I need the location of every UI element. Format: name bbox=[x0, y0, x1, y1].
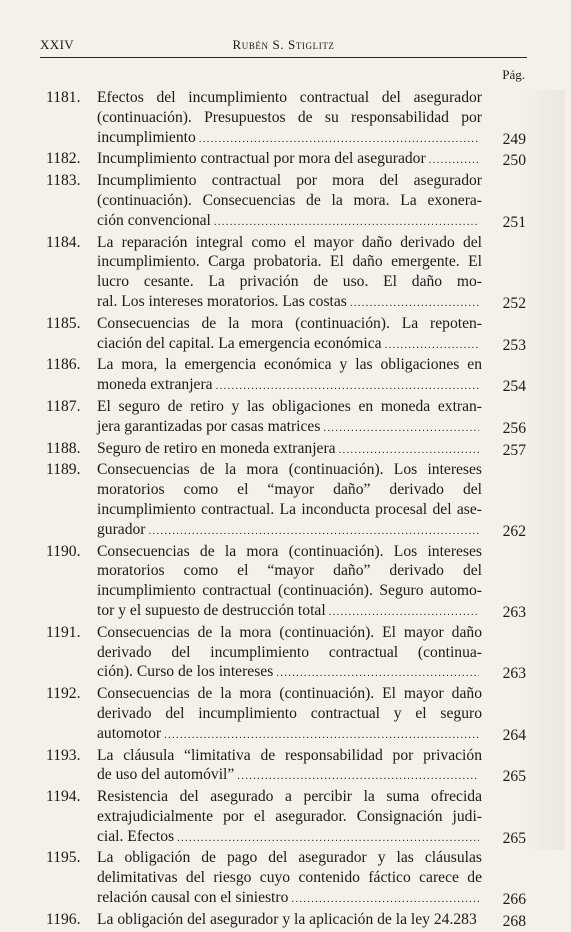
entry-text-end: La obligación del asegurador y la aplicación de la ley 24.283 bbox=[97, 910, 477, 928]
entry-page-number: 257 bbox=[502, 441, 526, 459]
entry-number: 1188. bbox=[46, 439, 81, 457]
entry-last-line bbox=[97, 601, 482, 623]
entry-text-end: ral. Los intereses moratorios. Las costas bbox=[97, 292, 347, 310]
entry-last-line bbox=[97, 439, 482, 461]
entry-page-number: 254 bbox=[502, 378, 526, 396]
entry-text: La mora, la emergencia económica y las obligaciones en bbox=[97, 356, 482, 374]
entry-number: 1194. bbox=[46, 788, 81, 806]
dot-leader bbox=[177, 829, 479, 849]
dot-leader bbox=[291, 890, 479, 910]
entry-page-number: 263 bbox=[502, 665, 526, 683]
entry-page-number: 265 bbox=[502, 829, 526, 847]
toc-entry bbox=[46, 439, 526, 461]
entry-number: 1182. bbox=[46, 150, 81, 168]
entry-last-line bbox=[97, 888, 482, 910]
dot-leader bbox=[164, 726, 479, 746]
entry-text-end: Seguro de retiro en moneda extranjera bbox=[97, 439, 336, 457]
entry-text: Efectos del incumplimiento contractual del asegurador (continuación). Presupuestos de su responsabilidad por bbox=[97, 89, 482, 126]
toc-entry bbox=[46, 314, 526, 356]
entry-last-line bbox=[97, 211, 482, 233]
toc-entry bbox=[46, 542, 526, 623]
page-column-label: Pág. bbox=[502, 67, 525, 82]
toc-entry bbox=[46, 910, 526, 932]
entry-number: 1190. bbox=[46, 542, 81, 560]
entry-last-line bbox=[97, 128, 482, 150]
dot-leader bbox=[237, 767, 479, 787]
entry-text-end: automotor bbox=[97, 724, 162, 742]
entry-text: Consecuencias de la mora (continuación). La repoten- bbox=[97, 314, 482, 332]
entry-text: La reparación integral como el mayor daño derivado del incumplimiento. Carga probatoria. El daño emergente. El lucro cesante. La privación de uso. El daño mo- bbox=[97, 233, 482, 291]
dot-leader bbox=[216, 377, 479, 397]
entry-number: 1196. bbox=[46, 910, 81, 928]
entry-last-line bbox=[97, 334, 482, 356]
entry-text: Consecuencias de la mora (continuación). Los intereses moratorios como el “mayor daño” derivado del incumplimiento contractual. La inconducta procesal del ase- bbox=[97, 461, 482, 518]
entry-number: 1195. bbox=[46, 849, 81, 867]
entry-page-number: 253 bbox=[502, 336, 526, 354]
entry-page-number: 264 bbox=[502, 726, 526, 744]
dot-leader bbox=[329, 603, 479, 623]
entry-text: Resistencia del asegurado a percibir la suma ofrecida extrajudicialmente por el asegurador. Consignación judi- bbox=[97, 788, 482, 825]
entry-text-end: jera garantizadas por casas matrices bbox=[97, 417, 321, 435]
entry-text: Consecuencias de la mora (continuación). El mayor daño derivado del incumplimiento contractual y el seguro bbox=[97, 685, 482, 722]
entry-last-line bbox=[97, 149, 482, 171]
entry-last-line bbox=[97, 520, 482, 542]
entry-last-line bbox=[97, 765, 482, 787]
entry-last-line bbox=[97, 292, 482, 314]
dot-leader bbox=[385, 336, 479, 356]
toc-entry bbox=[46, 684, 526, 745]
page-number: XXIV bbox=[40, 37, 75, 52]
toc-entry bbox=[46, 149, 526, 171]
entry-text-end: gurador bbox=[97, 520, 146, 538]
entry-page-number: 250 bbox=[502, 152, 526, 170]
entry-text-end: cial. Efectos bbox=[97, 827, 175, 845]
toc-entry bbox=[46, 171, 526, 232]
entry-number: 1187. bbox=[46, 397, 81, 415]
dot-leader bbox=[339, 441, 479, 461]
entry-page-number: 249 bbox=[502, 130, 526, 148]
dot-leader bbox=[199, 130, 479, 150]
entry-text-end: de uso del automóvil” bbox=[97, 766, 235, 784]
entry-last-line bbox=[97, 724, 482, 746]
entry-number: 1191. bbox=[46, 623, 81, 641]
dot-leader bbox=[323, 419, 479, 439]
entry-last-line bbox=[97, 417, 482, 439]
entry-text-end: ción convencional bbox=[97, 211, 211, 229]
entry-text-end: ciación del capital. La emergencia económica bbox=[97, 334, 382, 352]
author-name: Rubén S. Stiglitz bbox=[232, 37, 335, 52]
entry-text: Incumplimiento contractual por mora del asegurador (continuación). Consecuencias de la mora. La exonera- bbox=[97, 172, 482, 209]
entry-number: 1181. bbox=[46, 89, 81, 106]
entry-number: 1186. bbox=[46, 356, 81, 374]
entry-text: La obligación de pago del asegurador y las cláusulas delimitativas del riesgo cuyo contenido fáctico carece de bbox=[97, 849, 482, 887]
entry-text: Consecuencias de la mora (continuación). Los intereses moratorios como el “mayor daño” derivado del incumplimiento contractual (continuación). Seguro automo- bbox=[97, 542, 482, 600]
toc-entry bbox=[46, 746, 526, 788]
entry-text: Consecuencias de la mora (continuación). El mayor daño derivado del incumplimiento contractual (continua- bbox=[97, 623, 482, 661]
table-of-contents bbox=[46, 88, 526, 932]
dot-leader bbox=[429, 151, 479, 171]
entry-last-line bbox=[97, 910, 482, 932]
running-header bbox=[40, 37, 527, 58]
entry-number: 1189. bbox=[46, 461, 81, 479]
entry-last-line bbox=[97, 375, 482, 397]
entry-page-number: 256 bbox=[502, 419, 526, 437]
toc-entry bbox=[46, 397, 526, 439]
dot-leader bbox=[149, 522, 480, 542]
entry-text-end: tor y el supuesto de destrucción total bbox=[97, 601, 326, 619]
dot-leader bbox=[350, 294, 479, 314]
toc-entry bbox=[46, 233, 526, 314]
toc-entry bbox=[46, 787, 526, 848]
entry-text: La cláusula “limitativa de responsabilidad por privación bbox=[97, 746, 482, 764]
entry-text-end: ción). Curso de los intereses bbox=[97, 663, 274, 681]
entry-page-number: 268 bbox=[502, 912, 526, 930]
entry-number: 1192. bbox=[46, 685, 81, 703]
entry-last-line bbox=[97, 827, 482, 849]
entry-text: El seguro de retiro y las obligaciones en moneda extran- bbox=[97, 397, 482, 415]
toc-entry bbox=[46, 88, 526, 149]
entry-text-end: moneda extranjera bbox=[97, 376, 213, 394]
entry-text-end: relación causal con el siniestro bbox=[97, 889, 289, 907]
entry-page-number: 263 bbox=[502, 603, 526, 621]
toc-entry bbox=[46, 355, 526, 397]
toc-entry bbox=[46, 623, 526, 684]
toc-entry bbox=[46, 460, 526, 541]
dot-leader bbox=[214, 213, 479, 233]
entry-text-end: incumplimiento bbox=[97, 128, 196, 146]
entry-page-number: 265 bbox=[502, 768, 526, 786]
entry-text-end: Incumplimiento contractual por mora del asegurador bbox=[97, 150, 426, 168]
entry-number: 1193. bbox=[46, 746, 81, 764]
toc-entry bbox=[46, 848, 526, 909]
entry-number: 1185. bbox=[46, 314, 81, 332]
entry-number: 1183. bbox=[46, 172, 81, 190]
entry-number: 1184. bbox=[46, 233, 81, 251]
entry-last-line bbox=[97, 662, 482, 684]
bleed-through-shadow bbox=[521, 90, 565, 850]
entry-page-number: 266 bbox=[502, 891, 526, 909]
entry-page-number: 251 bbox=[502, 213, 526, 231]
entry-page-number: 262 bbox=[502, 522, 526, 540]
dot-leader bbox=[276, 664, 479, 684]
entry-page-number: 252 bbox=[502, 294, 526, 312]
